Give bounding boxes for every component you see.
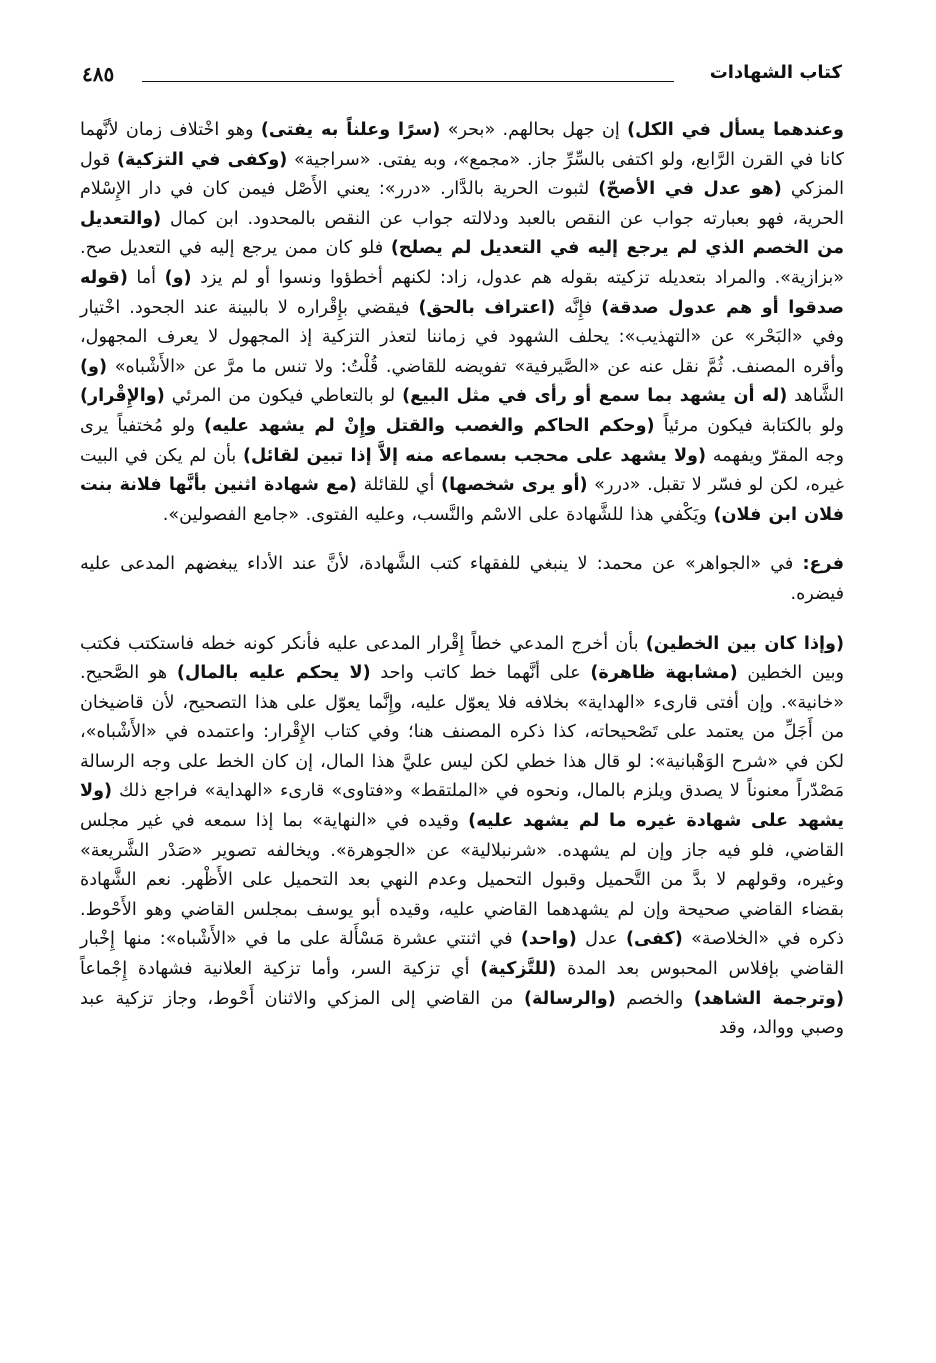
text-segment: والخصم xyxy=(615,988,694,1009)
text-segment: بأن أخرج المدعي خطاً إِقْرار المدعى عليه فأنكر كونه خطه فاستكتب فكتب وبين الخطين xyxy=(80,633,844,684)
bold-text-segment: (والتعديل من الخصم الذي لم يرجع إليه في التعديل لم يصلح) xyxy=(80,208,844,259)
text-segment: فلو كان ممن يرجع إليه في التعديل صح. «بزازية». والمراد بتعديله تزكيته بقوله هم عدول، زاد: لكنهم أخطؤوا ونسوا أو لم يزد xyxy=(80,238,845,288)
text-segment: ولو بالكتابة فيكون مرئياً xyxy=(654,415,844,436)
text-segment: لو بالتعاطي فيكون من المرئي xyxy=(164,386,403,407)
paragraph xyxy=(80,550,844,609)
bold-text-segment: (و) xyxy=(80,356,108,377)
page-body xyxy=(80,116,844,1044)
text-segment: عدل xyxy=(576,929,626,950)
bold-text-segment: (لا يحكم عليه بالمال) xyxy=(176,663,371,684)
text-segment: فإِنَّه xyxy=(555,297,602,318)
text-segment: ويَكْفي هذا للشَّهادة على الاسْم والنَّسب، وعليه الفتوى. «جامع الفصولين». xyxy=(162,504,714,525)
paragraph xyxy=(80,116,844,530)
bold-text-segment: (وحكم الحاكم والغصب والقتل وإِنْ لم يشهد عليه) xyxy=(203,415,655,436)
text-segment: ولو مُختفياً يرى وجه المقرّ ويفهمه xyxy=(80,415,844,466)
bold-text-segment: (قوله صدقوا أو هم عدول صدقة) xyxy=(80,267,844,318)
bold-text-segment: (ولا يشهد على شهادة غيره ما لم يشهد عليه) xyxy=(80,781,844,832)
bold-text-segment: (سرًا وعلناً به يفتى) xyxy=(260,120,441,140)
bold-text-segment: (له أن يشهد بما سمع أو رأى في مثل البيع) xyxy=(402,386,788,407)
text-segment: من القاضي إلى المزكي والاثنان أَحْوط، وجاز تزكية عبد وصبي ووالد، وقد xyxy=(80,988,844,1039)
bold-text-segment: (أو يرى شخصها) xyxy=(441,475,588,496)
bold-text-segment: (مشابهة ظاهرة) xyxy=(590,663,738,684)
header-rule xyxy=(142,81,674,82)
page-number: ٤٨٥ xyxy=(82,62,115,86)
bold-text-segment: (واحد) xyxy=(520,929,577,950)
text-segment: بأن لم يكن في البيت غيره، لكن لو فسّر لا تقبل. «درر» xyxy=(80,445,845,496)
text-segment: فيقضي بإِقْراره لا بالبينة عند الجحود. اخْتيار وفي «البَحْر» عن «التهذيب»: يحلف الشهود في زماننا لتعذر التزكية إذ المجهول لا يعرف المجهول، وأقره المصنف. ثُمَّ نقل عنه عن «الصَّيرفية» تفويضه للقاضي. قُلْتُ: ولا تنس ما مرَّ عن «الأَشْباه» xyxy=(80,297,844,377)
chapter-title: كتاب الشهادات xyxy=(709,62,842,83)
bold-text-segment: (ولا يشهد على محجب بسماعه منه إلاَّ إذا تبين لقائل) xyxy=(243,445,707,466)
text-segment: على أنَّهما خط كاتب واحد xyxy=(370,663,591,684)
bold-text-segment: (والإِقْرار) xyxy=(80,386,165,407)
bold-text-segment: فرع: xyxy=(802,554,844,575)
text-segment: الشَّاهد xyxy=(787,386,844,407)
bold-text-segment: (مع شهادة اثنين بأنَّها فلانة بنت فلان ابن فلان) xyxy=(80,475,844,525)
text-segment: في «الجواهر» عن محمد: لا ينبغي للفقهاء كتب الشَّهادة، لأنَّ عند الأداء يبغضهم المدعى عليه فيضره. xyxy=(80,554,844,604)
bold-text-segment: (هو عدل في الأصحّ) xyxy=(598,179,782,200)
bold-text-segment: (والرسالة) xyxy=(523,988,616,1009)
bold-text-segment: وعندهما يسأل في الكل) xyxy=(627,120,844,140)
bold-text-segment: (للتَّزكية) xyxy=(480,959,557,980)
bold-text-segment: (وترجمة الشاهد) xyxy=(693,988,844,1009)
text-segment: هو الصَّحيح. «خانية». وإن أفتى قارىء «الهداية» بخلافه فلا يعوّل عليه، وإِنَّما يعوّل على هذا التصحيح، لأن قاضيخان من أَجَلِّ من يعتمد على تَصْحيحاته، كذا ذكره المصنف هنا؛ وفي كتاب الإِقْرار: واعتمده في «الأَشْباه»، لكن في «شرح الوَهْبانية»: لو قال هذا خطي لكن ليس عليَّ هذا المال، إن كان الخط على وجه الرسالة مَصْدّراً معنوناً لا يصدق ويلزم بالمال، ونحوه في «الملتقط» و«فتاوى» قارىء «الهداية» فراجع ذلك xyxy=(80,663,844,802)
bold-text-segment: (وكفى في التزكية) xyxy=(116,149,288,170)
paragraph xyxy=(80,630,844,1044)
text-segment: أي تزكية السر، وأما تزكية العلانية فشهادة إِجْماعاً xyxy=(80,959,481,980)
text-segment: وهو اخْتلاف زمان لأنَّهما كانا في القرن الرَّابع، ولو اكتفى بالسِّرِّ جاز. «مجمع»، وبه يفتى. «سراجية» xyxy=(80,120,844,170)
page-header xyxy=(82,60,842,94)
text-segment: إن جهل بحالهم. «بحر» xyxy=(440,120,628,140)
text-segment: أما xyxy=(127,267,165,288)
bold-text-segment: (وإذا كان بين الخطين) xyxy=(645,633,844,654)
bold-text-segment: (و) xyxy=(164,267,192,288)
text-segment: وقيده في «النهاية» بما إذا سمعه في غير مجلس القاضي، فلو فيه جاز وإن لم يشهده. «شرنبلالية» عن «الجوهرة». ويخالفه تصوير «صَدْر الشَّريعة» وغيره، وقولهم لا بدَّ من التَّحميل وقبول التحميل وعدم النهي بعد التحميل على الأَظْهر. نعم الشَّهادة بقضاء القاضي صحيحة وإن لم يشهدهما القاضي عليه، وقيده أبو يوسف بمجلس القاضي وهو الأَحْوط. ذكره في «الخلاصة» xyxy=(80,811,845,950)
bold-text-segment: (اعتراف بالحق) xyxy=(418,297,556,318)
text-segment: لثبوت الحرية بالدَّار. «درر»: يعني الأَصْل فيمن كان في دار الإِسْلام الحرية، فهو بعبارته جواب عن النقص بالعبد ودلالته جواب عن النقص بالمحدود. ابن كمال xyxy=(80,179,844,229)
bold-text-segment: (كفى) xyxy=(626,929,683,950)
text-segment: في اثنتي عشرة مَسْأَلة على ما في «الأَشْباه»: منها إِخْبار القاضي بإفلاس المحبوس بعد المدة xyxy=(80,929,844,980)
text-segment: أي للقائلة xyxy=(356,475,442,496)
text-segment: قول المزكي xyxy=(80,149,844,200)
